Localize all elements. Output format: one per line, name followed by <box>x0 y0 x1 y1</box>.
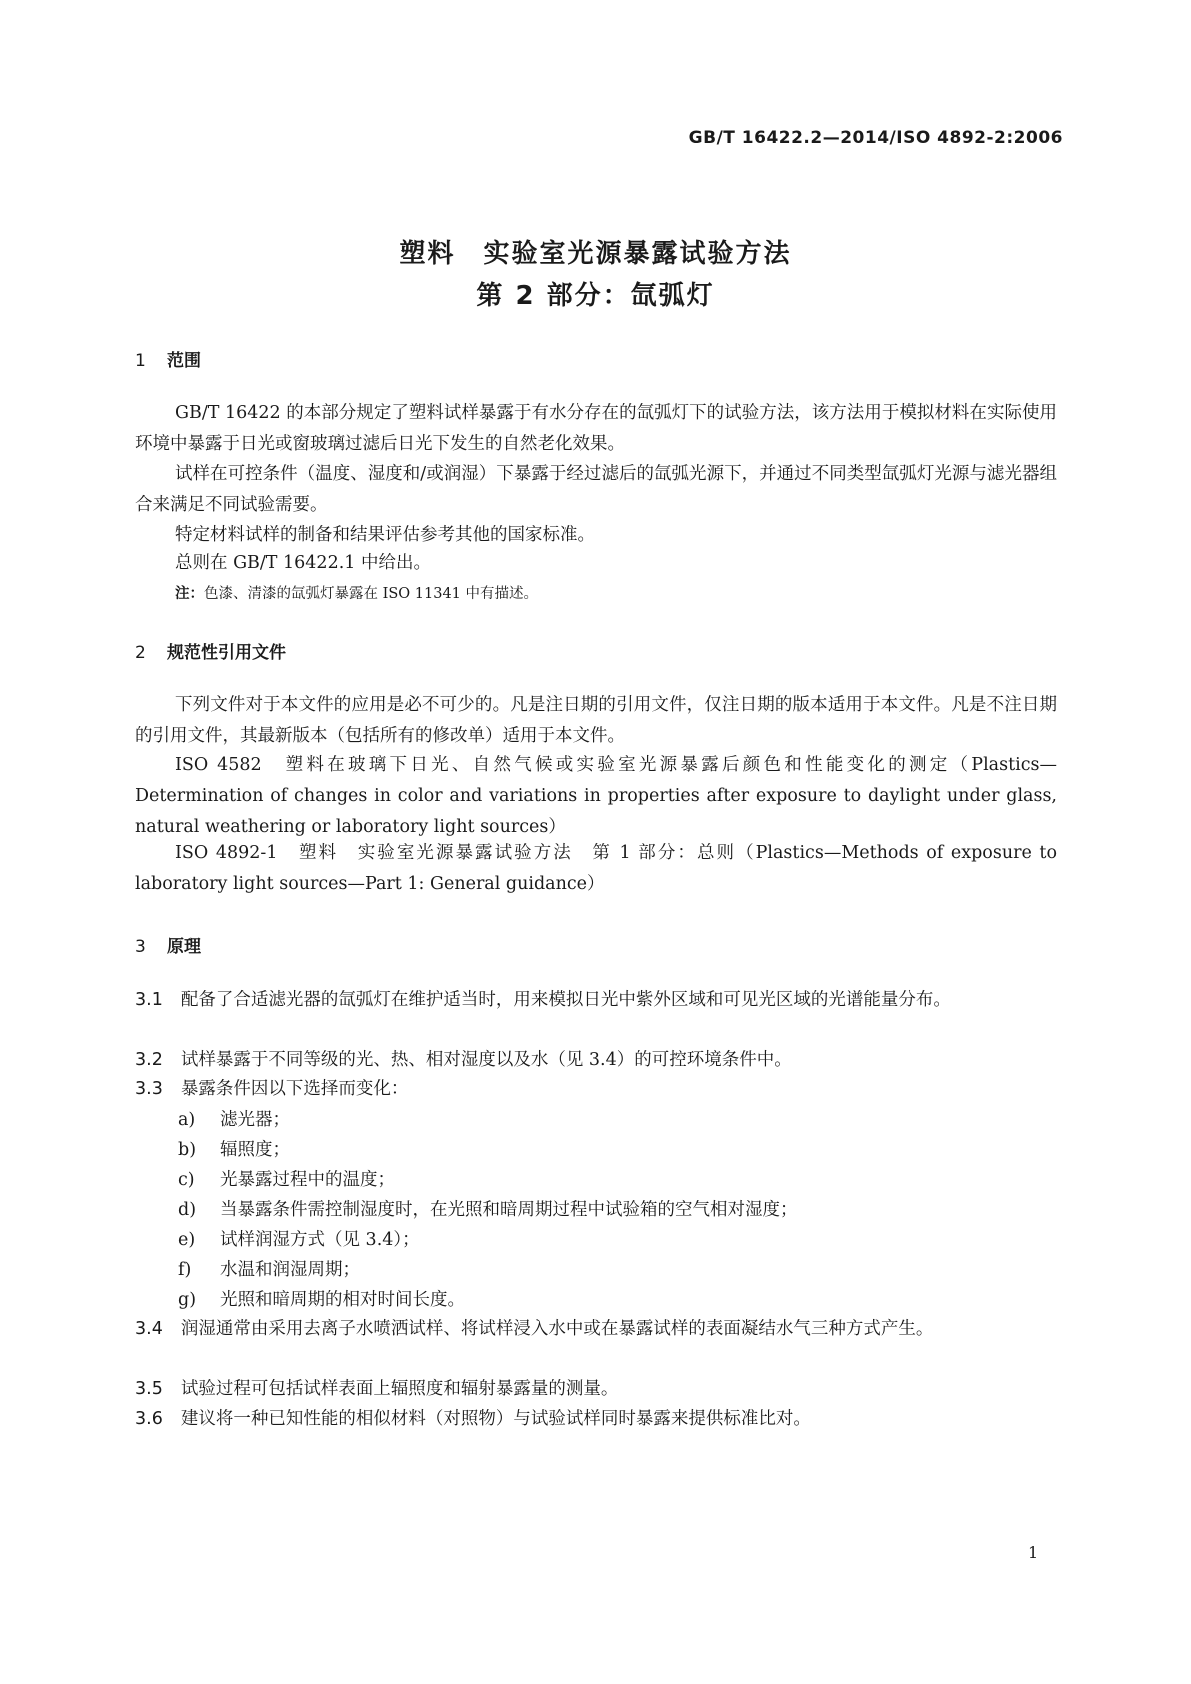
clause-number: 3.2 <box>135 1050 163 1070</box>
clause-text: 试验过程可包括试样表面上辐照度和辐射暴露量的测量。 <box>180 1379 619 1399</box>
section-number: 3 <box>135 937 146 957</box>
item-text: 滤光器； <box>220 1110 290 1130</box>
item-label: c) <box>178 1170 195 1190</box>
list-item <box>178 1226 420 1251</box>
clause-number: 3.4 <box>135 1319 163 1339</box>
clause-number: 3.3 <box>135 1079 163 1099</box>
item-text: 辐照度； <box>220 1140 290 1160</box>
section-number: 2 <box>135 643 146 663</box>
clause-3-1 <box>135 985 1057 1016</box>
clause-number: 3.1 <box>135 990 163 1010</box>
item-text: 光暴露过程中的温度； <box>220 1170 395 1190</box>
reference-iso-4892-1: ISO 4892-1 塑料 实验室光源暴露试验方法 第 1 部分：总则（Plastics—Methods of exposure to laboratory light sources—Part 1: General guidance） <box>135 843 1057 894</box>
section-number: 1 <box>135 351 146 371</box>
item-label: b) <box>178 1140 197 1160</box>
document-subtitle: 第 2 部分：氙弧灯 <box>476 281 715 311</box>
clause-text: 暴露条件因以下选择而变化： <box>180 1079 409 1099</box>
section-1-heading <box>135 346 201 371</box>
clause-3-4 <box>135 1314 1057 1345</box>
item-text: 当暴露条件需控制湿度时，在光照和暗周期过程中试验箱的空气相对湿度； <box>220 1200 798 1220</box>
clause-3-3 <box>135 1074 1057 1105</box>
item-label: d) <box>178 1200 197 1220</box>
list-item <box>178 1136 290 1161</box>
clause-3-2 <box>135 1045 1057 1076</box>
section-title: 原理 <box>167 937 201 957</box>
list-item <box>178 1166 395 1191</box>
clause-text: 试样暴露于不同等级的光、热、相对湿度以及水（见 3.4）的可控环境条件中。 <box>180 1050 792 1070</box>
clause-3-6 <box>135 1404 1057 1435</box>
item-text: 试样润湿方式（见 3.4）； <box>220 1230 420 1250</box>
standard-code: GB/T 16422.2—2014/ISO 4892-2:2006 <box>688 128 1063 148</box>
list-item <box>178 1106 290 1131</box>
section-2-heading <box>135 638 286 663</box>
item-text: 水温和润湿周期； <box>220 1260 360 1280</box>
list-item <box>178 1196 798 1221</box>
section-3-heading <box>135 932 201 957</box>
list-item <box>178 1256 360 1281</box>
item-text: 光照和暗周期的相对时间长度。 <box>220 1290 465 1310</box>
paragraph: 试样在可控条件（温度、湿度和/或润湿）下暴露于经过滤后的氙弧光源下，并通过不同类型氙弧灯光源与滤光器组合来满足不同试验需要。 <box>135 464 1057 515</box>
paragraph: GB/T 16422 的本部分规定了塑料试样暴露于有水分存在的氙弧灯下的试验方法，该方法用于模拟材料在实际使用环境中暴露于日光或窗玻璃过滤后日光下发生的自然老化效果。 <box>135 403 1057 454</box>
item-label: f) <box>178 1260 192 1280</box>
list-item <box>178 1286 465 1311</box>
paragraph: 下列文件对于本文件的应用是必不可少的。凡是注日期的引用文件，仅注日期的版本适用于本文件。凡是不注日期的引用文件，其最新版本（包括所有的修改单）适用于本文件。 <box>135 695 1057 746</box>
note <box>175 582 538 603</box>
clause-text: 润湿通常由采用去离子水喷洒试样、将试样浸入水中或在暴露试样的表面凝结水气三种方式产生。 <box>180 1319 934 1339</box>
paragraph: 特定材料试样的制备和结果评估参考其他的国家标准。 <box>175 525 595 545</box>
document-title: 塑料 实验室光源暴露试验方法 <box>399 239 792 269</box>
note-label: 注： <box>175 586 204 602</box>
section-title: 范围 <box>167 351 201 371</box>
clause-text: 建议将一种已知性能的相似材料（对照物）与试验试样同时暴露来提供标准比对。 <box>180 1409 811 1429</box>
section-title: 规范性引用文件 <box>167 643 286 663</box>
clause-3-5 <box>135 1374 1057 1405</box>
item-label: a) <box>178 1110 196 1130</box>
paragraph: 总则在 GB/T 16422.1 中给出。 <box>175 553 431 573</box>
note-text: 色漆、清漆的氙弧灯暴露在 ISO 11341 中有描述。 <box>204 586 539 602</box>
clause-number: 3.6 <box>135 1409 163 1429</box>
clause-number: 3.5 <box>135 1379 163 1399</box>
reference-iso-4582: ISO 4582 塑料在玻璃下日光、自然气候或实验室光源暴露后颜色和性能变化的测定（Plastics—Determination of changes in color and variations in properties after exposure to daylight under glass, natural weathering or laboratory light sources） <box>135 755 1057 837</box>
item-label: e) <box>178 1230 196 1250</box>
item-label: g) <box>178 1290 197 1310</box>
clause-text: 配备了合适滤光器的氙弧灯在维护适当时，用来模拟日光中紫外区域和可见光区域的光谱能量分布。 <box>180 990 951 1010</box>
page-number: 1 <box>1028 1543 1039 1562</box>
